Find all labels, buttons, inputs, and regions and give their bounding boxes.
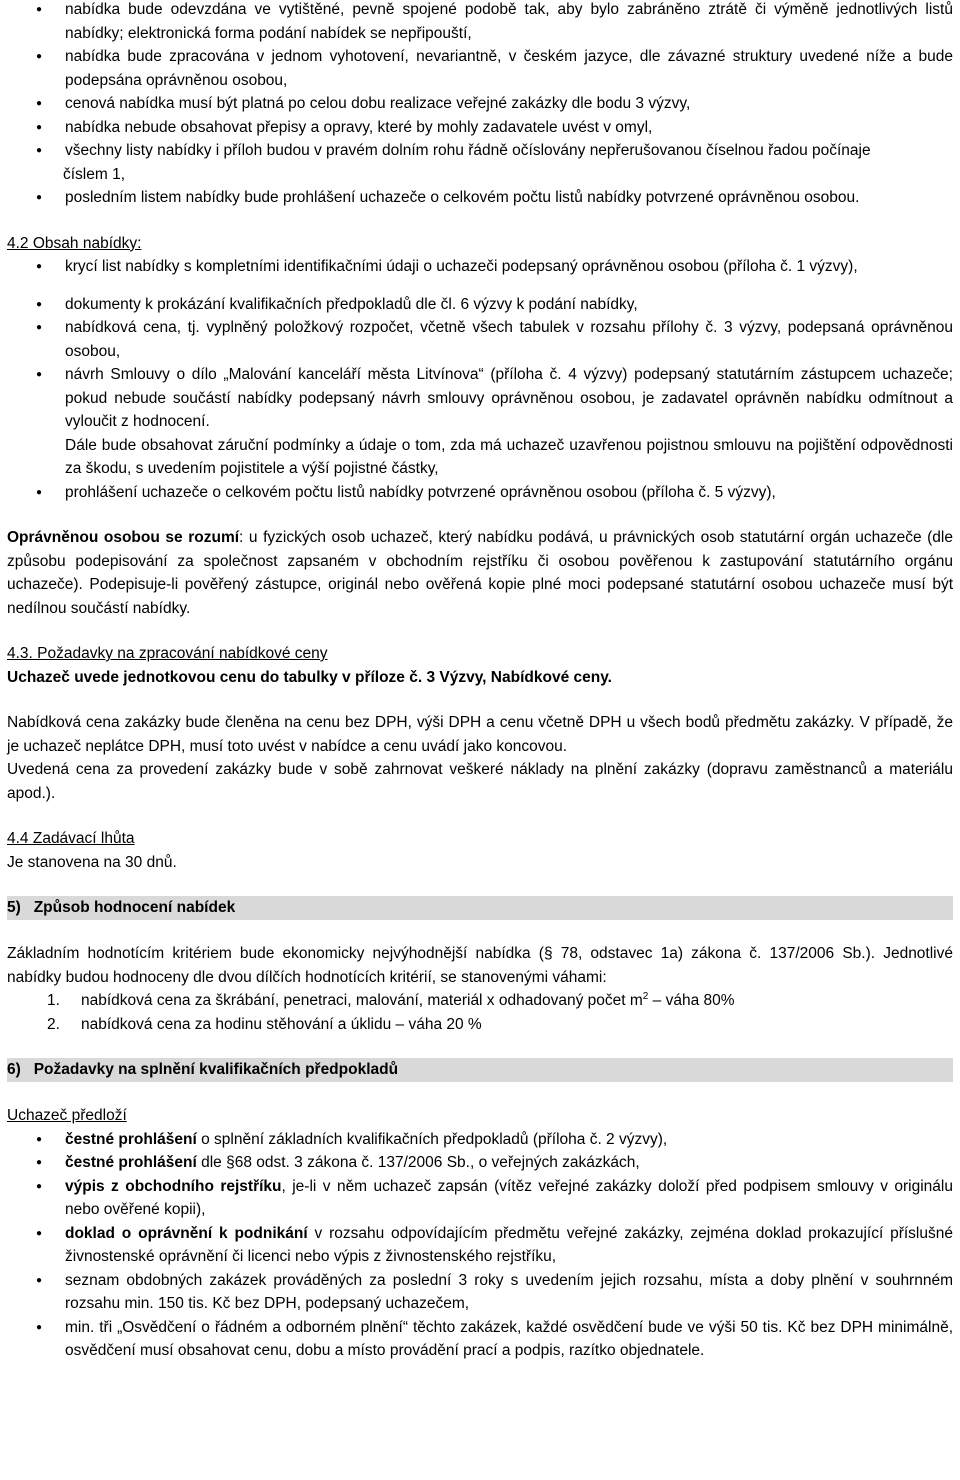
list-item xyxy=(7,1175,953,1222)
item-text: o splnění základních kvalifikačních předpokladů (příloha č. 2 výzvy), xyxy=(196,1130,668,1148)
criterion-text: nabídková cena za hodinu stěhování a úklidu – váha 20 % xyxy=(81,1015,482,1033)
section-4-4-heading: 4.4 Zadávací lhůta xyxy=(7,830,135,847)
list-item: ● dokumenty k prokázání kvalifikačních předpokladů dle čl. 6 výzvy k podání nabídky, xyxy=(7,293,953,317)
item-text: min. tři „Osvědčení o řádném a odborném plnění“ těchto zakázek, každé osvědčení bude ve výši 50 tis. Kč bez DPH minimálně, osvědčení musí obsahovat cenu, dobu a místo provádění prací a podpis, razítko objednatele. xyxy=(65,1318,953,1359)
qualification-documents-list xyxy=(7,1128,953,1363)
offer-contents-list-cont xyxy=(7,293,953,434)
list-item: ● návrh Smlouvy o dílo „Malování kanceláří města Litvínova“ (příloha č. 4 výzvy) podepsaný statutárním zástupcem uchazeče; pokud nebude součástí nabídky podepsaný návrh smlouvy oprávněnou osobou, je zadavatel oprávněn nabídku odmítnout a vyloučit z hodnocení. xyxy=(7,363,953,434)
numbering-start-line: číslem 1, xyxy=(63,165,126,183)
superscript: 2 xyxy=(642,990,649,1002)
list-item: ● posledním listem nabídky bude prohlášení uchazeče o celkovém počtu listů nabídky potvrzené oprávněnou osobou. xyxy=(7,186,953,210)
list-item: ● nabídková cena, tj. vyplněný položkový rozpočet, včetně všech tabulek v rozsahu přílohy č. 3 výzvy, podepsaná oprávněnou osobou, xyxy=(7,316,953,363)
unit-price-instruction: Uchazeč uvede jednotkovou cenu do tabulky v příloze č. 3 Výzvy, Nabídkové ceny. xyxy=(7,668,612,686)
list-item: ● všechny listy nabídky i příloh budou v pravém dolním rohu řádně očíslovány nepřerušovanou číselnou řadou počínaje xyxy=(7,139,953,163)
list-item xyxy=(7,1128,953,1152)
list-item xyxy=(7,1316,953,1363)
section-4-3-heading: 4.3. Požadavky na zpracování nabídkové ceny xyxy=(7,645,328,662)
offer-contents-continuation: Dále bude obsahovat záruční podmínky a údaje o tom, zda má uchazeč uzavřenou pojistnou smlouvu na pojištění odpovědnosti za škodu, s uvedením pojistitele a výší pojistné částky, xyxy=(65,436,953,477)
list-item: ● nabídka bude odevzdána ve vytištěné, pevně spojené podobě tak, aby bylo zabráněno ztrátě či výměně jednotlivých listů nabídky; elektronická forma podání nabídek se nepřipouští, xyxy=(7,0,953,45)
item-term: čestné prohlášení xyxy=(65,1154,197,1171)
item-text: , je-li v něm uchazeč zapsán (vítěz veřejné zakázky doloží před podpisem smlouvy v originálu nebo ověřené kopii), xyxy=(65,1177,953,1218)
submission-requirements-list xyxy=(7,0,953,163)
item-text: v rozsahu odpovídajícím předmětu veřejné zakázky, zejména doklad prokazující příslušné živnostenské oprávnění či licenci nebo výpis z živnostenského rejstříku, xyxy=(65,1224,953,1265)
criterion-number: 2. xyxy=(47,1015,60,1033)
offer-contents-list-end xyxy=(7,481,953,505)
list-item: ● krycí list nabídky s kompletními identifikačními údaji o uchazeči podepsaný oprávněnou osobou (příloha č. 1 výzvy), xyxy=(7,255,953,279)
criterion-weight: – váha 80% xyxy=(648,992,735,1009)
submission-requirements-list-end xyxy=(7,186,953,210)
list-item xyxy=(7,1222,953,1269)
section-5-heading xyxy=(7,896,953,920)
list-item xyxy=(7,1269,953,1316)
section-6-subheading: Uchazeč předloží xyxy=(7,1107,127,1124)
criterion-item xyxy=(7,989,953,1013)
section-6-heading xyxy=(7,1058,953,1082)
evaluation-criteria-list xyxy=(7,989,953,1036)
criterion-item xyxy=(7,1013,953,1037)
evaluation-paragraph: Základním hodnotícím kritériem bude ekonomicky nejvýhodnější nabídka (§ 78, odstavec 1a) zákona č. 137/2006 Sb.). Jednotlivé nabídky budou hodnoceny dle dvou dílčích hodnotících kritérií, se stanovenými váhami: xyxy=(7,945,953,986)
item-term: výpis z obchodního rejstříku xyxy=(65,1177,282,1195)
section-4-2-heading: 4.2 Obsah nabídky: xyxy=(7,234,142,252)
price-includes-paragraph: Uvedená cena za provedení zakázky bude v sobě zahrnovat veškeré náklady na plnění zakázky (dopravu zaměstnanců a materiálu apod.). xyxy=(7,761,953,802)
section-5-title: 5) Způsob hodnocení nabídek xyxy=(7,899,236,916)
criterion-number: 1. xyxy=(47,992,60,1009)
item-text: seznam obdobných zakázek prováděných za poslední 3 roky s uvedením jejich rozsahu, místa a doby plnění v souhrnném rozsahu min. 150 tis. Kč bez DPH, podepsaný uchazečem, xyxy=(65,1271,953,1312)
list-item xyxy=(7,1151,953,1175)
list-item: ● cenová nabídka musí být platná po celou dobu realizace veřejné zakázky dle bodu 3 výzvy, xyxy=(7,92,953,116)
list-item: ● nabídka nebude obsahovat přepisy a opravy, které by mohly zadavatele uvést v omyl, xyxy=(7,116,953,140)
list-item: ● prohlášení uchazeče o celkovém počtu listů nabídky potvrzené oprávněnou osobou (příloha č. 5 výzvy), xyxy=(7,481,953,505)
binding-period-text: Je stanovena na 30 dnů. xyxy=(7,853,177,871)
item-term: doklad o oprávnění k podnikání xyxy=(65,1224,308,1242)
section-6-title: 6) Požadavky na splnění kvalifikačních předpokladů xyxy=(7,1061,399,1078)
authorized-person-term: Oprávněnou osobou se rozumí xyxy=(7,529,240,546)
criterion-text: nabídková cena za škrábání, penetraci, malování, materiál x odhadovaný počet m xyxy=(81,992,643,1009)
item-term: čestné prohlášení xyxy=(65,1130,197,1148)
list-item: ● nabídka bude zpracována v jednom vyhotovení, nevariantně, v českém jazyce, dle závazné struktury uvedené níže a bude podepsána oprávněnou osobou, xyxy=(7,45,953,92)
price-structure-paragraph: Nabídková cena zakázky bude členěna na cenu bez DPH, výši DPH a cenu včetně DPH u všech bodů předmětu zakázky. V případě, že je uchazeč neplátce DPH, musí toto uvést v nabídce a cenu uvádí jako koncovou. xyxy=(7,714,953,755)
offer-contents-list xyxy=(7,255,953,279)
authorized-person-definition: : u fyzických osob uchazeč, který nabídku podává, u právnických osob statutární orgán uchazeče (dle způsobu podepisování za společnost zapsaném v obchodním rejstříku či osobou pověřenou k zastupování statutárního orgánu uchazeče). Podepisuje-li pověřený zástupce, originál nebo ověřená kopie plné moci podepsané statutární osobou uchazeče musí být nedílnou součástí nabídky. xyxy=(7,529,953,617)
item-text: dle §68 odst. 3 zákona č. 137/2006 Sb., o veřejných zakázkách, xyxy=(196,1154,640,1171)
authorized-person-paragraph xyxy=(7,526,953,620)
